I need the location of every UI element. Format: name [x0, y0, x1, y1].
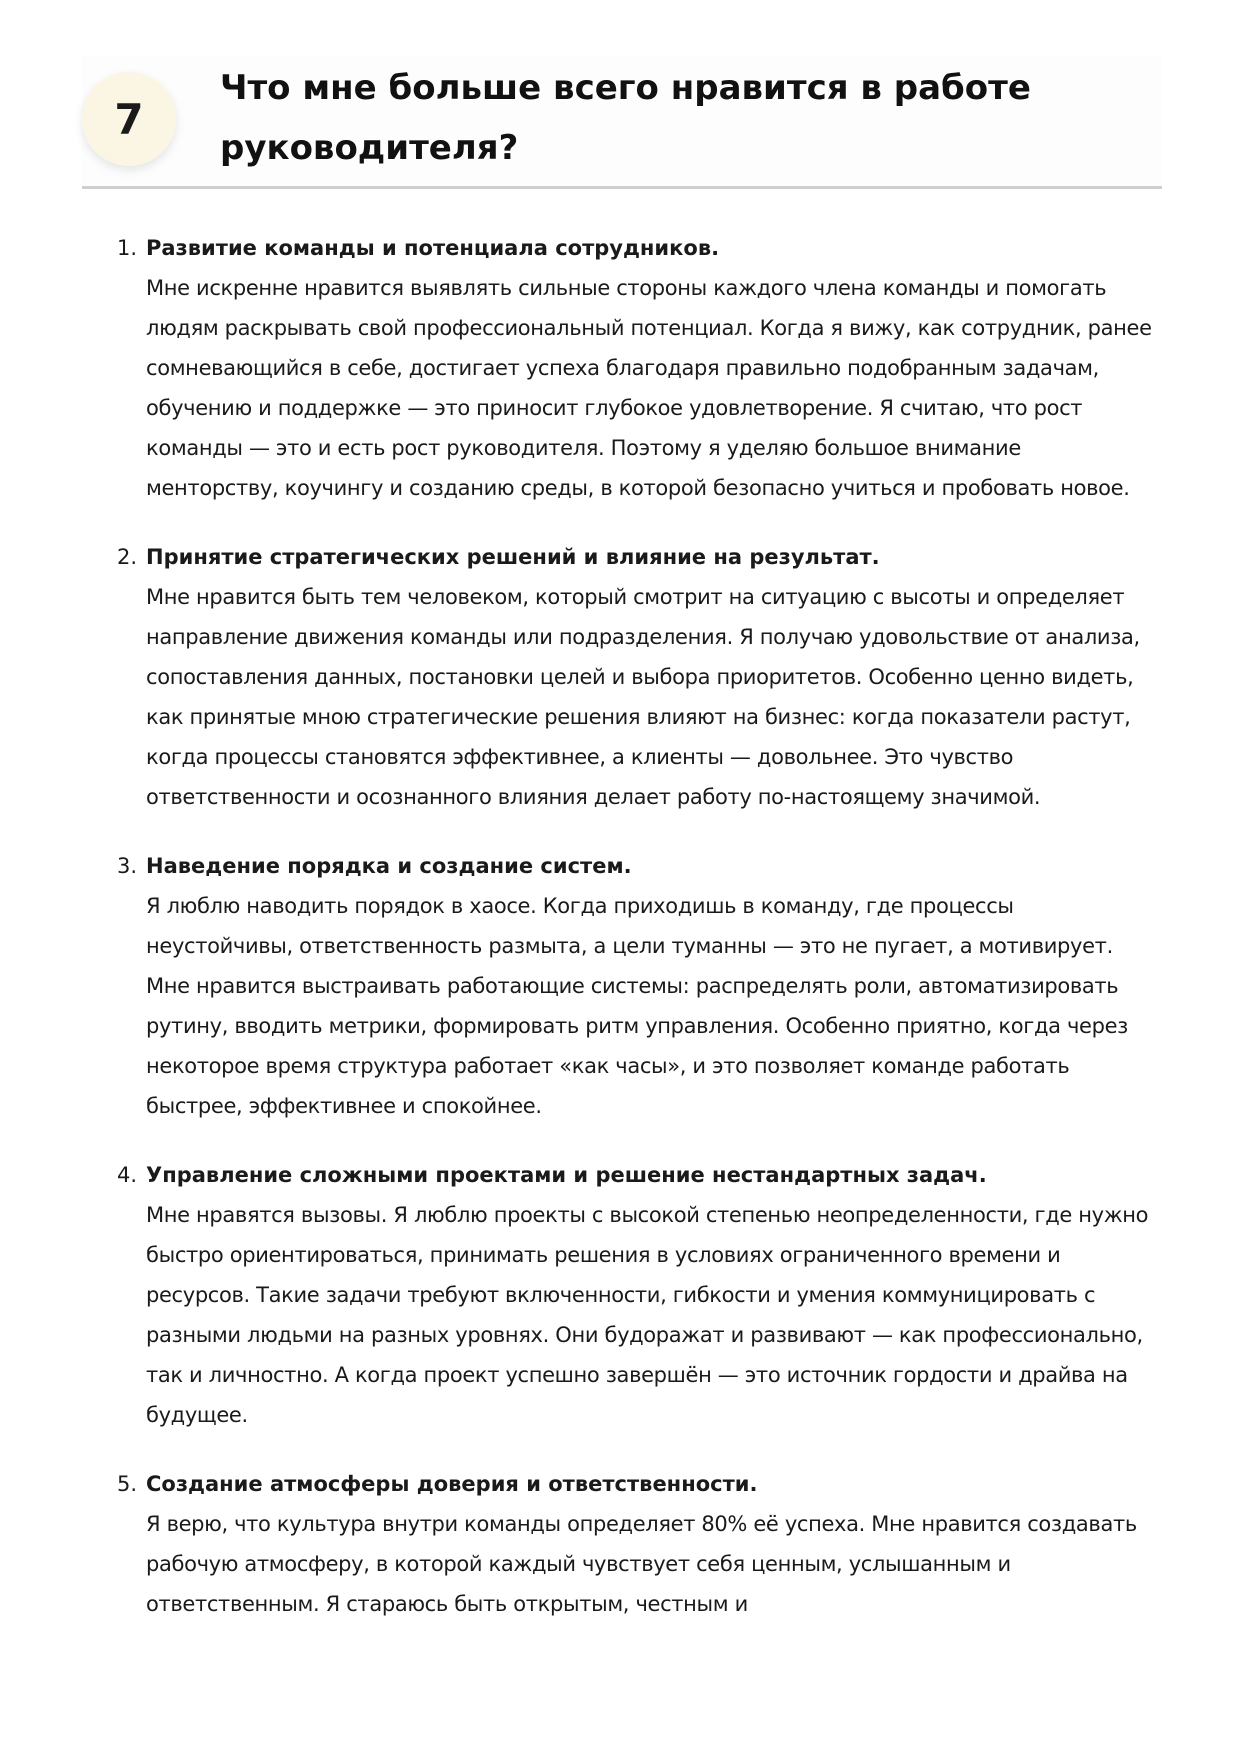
- item-title: Принятие стратегических решений и влияние на результат.: [146, 545, 880, 569]
- section-number-badge: 7: [82, 72, 176, 166]
- answer-list: [117, 228, 1156, 1653]
- item-title: Создание атмосферы доверия и ответственности.: [146, 1472, 758, 1496]
- item-text: Мне искренне нравится выявлять сильные стороны каждого члена команды и помогать людям раскрывать свой профессиональный потенциал. Когда я вижу, как сотрудник, ранее сомневающийся в себе, достигает успеха благодаря правильно подобранным задачам, обучению и поддержке — это приносит глубокое удовлетворение. Я считаю, что рост команды — это и есть рост руководителя. Поэтому я уделяю большое внимание менторству, коучингу и созданию среды, в которой безопасно учиться и пробовать новое.: [146, 276, 1152, 500]
- item-text: Мне нравятся вызовы. Я люблю проекты с высокой степенью неопределенности, где нужно быстро ориентироваться, принимать решения в условиях ограниченного времени и ресурсов. Такие задачи требуют включенности, гибкости и умения коммуницировать с разными людьми на разных уровнях. Они будоражат и развивают — как профессионально, так и личностно. А когда проект успешно завершён — это источник гордости и драйва на будущее.: [146, 1203, 1149, 1427]
- item-text: Я верю, что культура внутри команды определяет 80% её успеха. Мне нравится создавать рабочую атмосферу, в которой каждый чувствует себя ценным, услышанным и ответственным. Я стараюсь быть открытым, честным и: [146, 1512, 1137, 1616]
- list-item: [117, 228, 1156, 508]
- item-title: Управление сложными проектами и решение нестандартных задач.: [146, 1163, 987, 1187]
- list-item: [117, 846, 1156, 1126]
- section-title: Что мне больше всего нравится в работе руководителя?: [220, 68, 1031, 168]
- item-number: 1.: [117, 236, 138, 260]
- list-item: [117, 1155, 1156, 1435]
- item-title: Наведение порядка и создание систем.: [146, 854, 632, 878]
- item-text: Я люблю наводить порядок в хаосе. Когда приходишь в команду, где процессы неустойчивы, ответственность размыта, а цели туманны — это не пугает, а мотивирует. Мне нравится выстраивать работающие системы: распределять роли, автоматизировать рутину, вводить метрики, формировать ритм управления. Особенно приятно, когда через некоторое время структура работает «как часы», и это позволяет команде работать быстрее, эффективнее и спокойнее.: [146, 894, 1128, 1118]
- item-number: 5.: [117, 1472, 138, 1496]
- item-number: 4.: [117, 1163, 138, 1187]
- list-item: [117, 537, 1156, 817]
- item-text: Мне нравится быть тем человеком, который смотрит на ситуацию с высоты и определяет направление движения команды или подразделения. Я получаю удовольствие от анализа, сопоставления данных, постановки целей и выбора приоритетов. Особенно ценно видеть, как принятые мною стратегические решения влияют на бизнес: когда показатели растут, когда процессы становятся эффективнее, а клиенты — довольнее. Это чувство ответственности и осознанного влияния делает работу по-настоящему значимой.: [146, 585, 1140, 809]
- item-number: 3.: [117, 854, 138, 878]
- section-header: [82, 56, 1162, 189]
- item-title: Развитие команды и потенциала сотрудников.: [146, 236, 720, 260]
- item-number: 2.: [117, 545, 138, 569]
- list-item: [117, 1464, 1156, 1624]
